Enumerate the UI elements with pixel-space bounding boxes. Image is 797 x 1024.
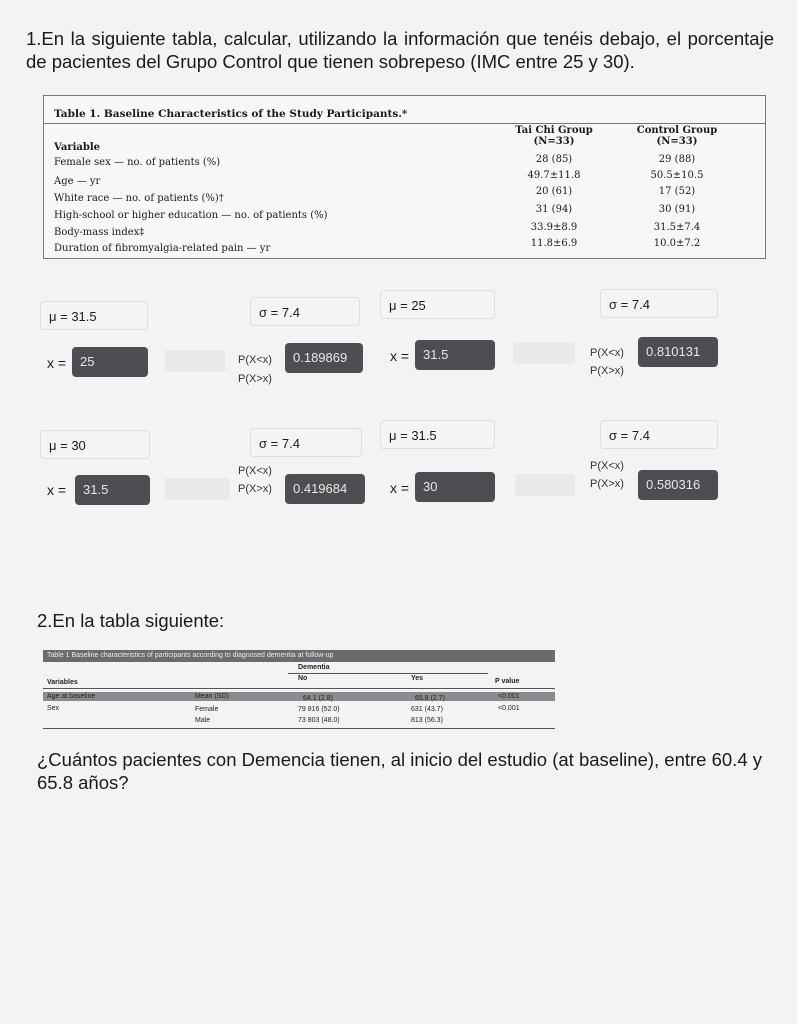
row-control: 50.5±10.5	[650, 170, 704, 181]
age-stat: Mean (SD)	[195, 693, 229, 700]
female-no: 79 816 (52.0)	[298, 706, 340, 713]
x-label: x =	[47, 482, 67, 498]
sigma-value: 7.4	[281, 305, 300, 320]
sigma-value: 7.4	[631, 428, 650, 443]
sigma-value: 7.4	[281, 436, 300, 451]
baseline-table	[43, 95, 766, 259]
row-control: 29 (88)	[658, 154, 696, 165]
mu-value: 25	[411, 298, 426, 313]
p-less-label: P(X<x)	[590, 460, 624, 472]
sigma-field[interactable]	[250, 297, 360, 326]
sigma-symbol: σ =	[259, 436, 279, 451]
p-greater-label: P(X>x)	[590, 478, 624, 490]
mu-value: 31.5	[71, 309, 97, 324]
header-divider	[288, 673, 488, 674]
age-row-shade	[43, 692, 555, 701]
x-input[interactable]: 31.5	[75, 475, 150, 505]
mu-symbol: μ =	[389, 298, 408, 313]
header-taichi-label: Tai Chi Group	[515, 125, 593, 136]
x-label: x =	[390, 348, 410, 364]
row-label: Female sex — no. of patients (%)	[54, 157, 221, 168]
blank-field	[515, 474, 575, 496]
x-input[interactable]: 31.5	[415, 340, 495, 370]
p-less-label: P(X<x)	[238, 354, 272, 366]
row-control: 30 (91)	[658, 204, 696, 215]
dementia-header: Dementia	[298, 664, 330, 671]
question-1-text: 1.En la siguiente tabla, calcular, utilizando la información que tenéis debajo, el porcentaje de pacientes del Grupo Control que tienen sobrepeso (IMC entre 25 y 30).	[26, 28, 774, 72]
mu-field[interactable]	[380, 420, 495, 449]
row-control: 31.5±7.4	[653, 222, 701, 233]
sigma-field[interactable]	[600, 289, 718, 318]
blank-field	[165, 350, 225, 372]
dementia-table	[43, 650, 555, 736]
female-label: Female	[195, 706, 219, 713]
sigma-symbol: σ =	[609, 297, 629, 312]
male-label: Male	[195, 717, 211, 724]
mu-field[interactable]	[380, 290, 495, 319]
row-label: White race — no. of patients (%)†	[54, 193, 224, 204]
row-label: High-school or higher education — no. of patients (%)	[54, 210, 328, 221]
header-taichi-n: (N=33)	[533, 136, 575, 147]
row-label: Body-mass index‡	[54, 227, 145, 238]
mu-field[interactable]	[40, 301, 148, 330]
p-greater-label: P(X>x)	[238, 483, 272, 495]
probability-result: 0.580316	[638, 470, 718, 500]
p-greater-label: P(X>x)	[238, 373, 272, 385]
header-taichi	[499, 125, 609, 147]
age-no: 64.1 (2.8)	[303, 695, 333, 702]
row-taichi: 33.9±8.9	[530, 222, 578, 233]
female-yes: 631 (43.7)	[411, 706, 443, 713]
male-yes: 813 (56.3)	[411, 717, 443, 724]
pvalue-header: P value	[495, 678, 520, 685]
x-label: x =	[390, 480, 410, 496]
yes-header: Yes	[411, 675, 424, 682]
row-taichi: 49.7±11.8	[527, 170, 581, 181]
sigma-symbol: σ =	[259, 305, 279, 320]
header-control	[622, 125, 732, 147]
table-divider	[44, 123, 765, 124]
male-no: 73 803 (48.0)	[298, 717, 340, 724]
question-2-text: 2.En la tabla siguiente:	[37, 610, 225, 631]
probability-result: 0.810131	[638, 337, 718, 367]
sex-p: <0.001	[498, 705, 520, 712]
header-variable: Variable	[54, 142, 101, 153]
row-control: 10.0±7.2	[653, 238, 701, 249]
p-greater-label: P(X>x)	[590, 365, 624, 377]
sex-label: Sex	[47, 705, 60, 712]
sigma-field[interactable]	[600, 420, 718, 449]
table-title: Table 1 Baseline characteristics of participants according to diagnosed dementia at follow-up	[43, 650, 555, 662]
x-input[interactable]: 25	[72, 347, 148, 377]
mu-symbol: μ =	[49, 309, 68, 324]
probability-result: 0.189869	[285, 343, 363, 373]
sigma-value: 7.4	[631, 297, 650, 312]
variables-header: Variables	[47, 679, 78, 686]
mu-field[interactable]	[40, 430, 150, 459]
no-header: No	[298, 675, 308, 682]
row-taichi: 20 (61)	[535, 186, 573, 197]
x-input[interactable]: 30	[415, 472, 495, 502]
x-label: x =	[47, 355, 67, 371]
row-taichi: 11.8±6.9	[530, 238, 578, 249]
age-yes: 65.8 (2.7)	[415, 695, 445, 702]
age-label: Age at baseline	[47, 693, 96, 700]
blank-field	[165, 478, 230, 500]
blank-field	[513, 342, 575, 364]
age-p: <0.001	[498, 693, 520, 700]
table-title: Table 1. Baseline Characteristics of the Study Participants.*	[54, 108, 408, 120]
sigma-symbol: σ =	[609, 428, 629, 443]
header-control-label: Control Group	[636, 125, 718, 136]
mu-symbol: μ =	[49, 438, 68, 453]
sigma-field[interactable]	[250, 428, 362, 457]
question-3-text: ¿Cuántos pacientes con Demencia tienen, al inicio del estudio (at baseline), entre 60.4 y 65.8 años?	[37, 749, 763, 793]
probability-result: 0.419684	[285, 474, 365, 504]
table-bottom-rule	[43, 728, 555, 729]
row-taichi: 28 (85)	[535, 154, 573, 165]
row-label: Duration of fibromyalgia-related pain — yr	[54, 243, 271, 254]
row-control: 17 (52)	[658, 186, 696, 197]
row-label: Age — yr	[54, 176, 101, 187]
mu-value: 30	[71, 438, 86, 453]
p-less-label: P(X<x)	[238, 465, 272, 477]
mu-symbol: μ =	[389, 428, 408, 443]
header-control-n: (N=33)	[656, 136, 698, 147]
mu-value: 31.5	[411, 428, 437, 443]
p-less-label: P(X<x)	[590, 347, 624, 359]
row-taichi: 31 (94)	[535, 204, 573, 215]
header-divider	[43, 688, 555, 689]
